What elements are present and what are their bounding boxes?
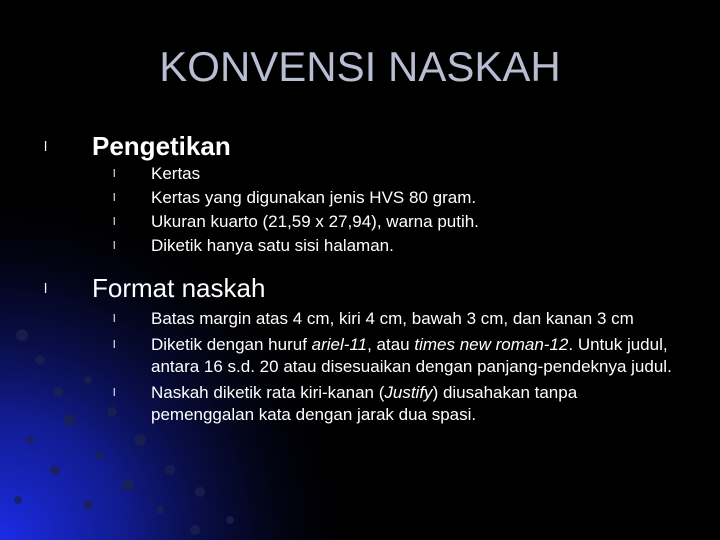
bullet-icon: l [44, 138, 48, 154]
list-item: l Kertas yang digunakan jenis HVS 80 gram. [113, 188, 477, 207]
pengetikan-list [113, 163, 683, 259]
list-item [113, 382, 683, 426]
list-item: l Batas margin atas 4 cm, kiri 4 cm, bawah 3 cm, dan kanan 3 cm [113, 309, 634, 328]
bullet-icon: l [113, 216, 116, 228]
bullet-icon: l [113, 240, 116, 252]
list-item: l Diketik hanya satu sisi halaman. [113, 236, 394, 255]
list-item: l Ukuran kuarto (21,59 x 27,94), warna putih. [113, 212, 479, 231]
list-item-text: Naskah diketik rata kiri-kanan (Justify) diusahakan tanpa pemenggalan kata dengan jarak dua spasi. [151, 383, 578, 424]
list-item [113, 334, 683, 378]
slide-title: KONVENSI NASKAH [159, 43, 561, 90]
section-pengetikan [44, 132, 684, 160]
bullet-icon: l [113, 168, 116, 180]
bullet-icon: l [44, 280, 48, 296]
format-naskah-list [113, 308, 683, 426]
bullet-icon: l [113, 313, 116, 325]
bullet-icon: l [113, 339, 116, 351]
bullet-icon: l [113, 192, 116, 204]
section-heading: Format naskah [92, 273, 266, 303]
section-format-naskah [44, 274, 684, 302]
list-item: l Kertas [113, 164, 201, 183]
bullet-icon: l [113, 387, 116, 399]
list-item-text: Diketik dengan huruf ariel-11, atau times new roman-12. Untuk judul, antara 16 s.d. 20 atau disesuaikan dengan panjang-pendeknya judul. [151, 335, 672, 376]
section-heading: Pengetikan [92, 131, 231, 161]
